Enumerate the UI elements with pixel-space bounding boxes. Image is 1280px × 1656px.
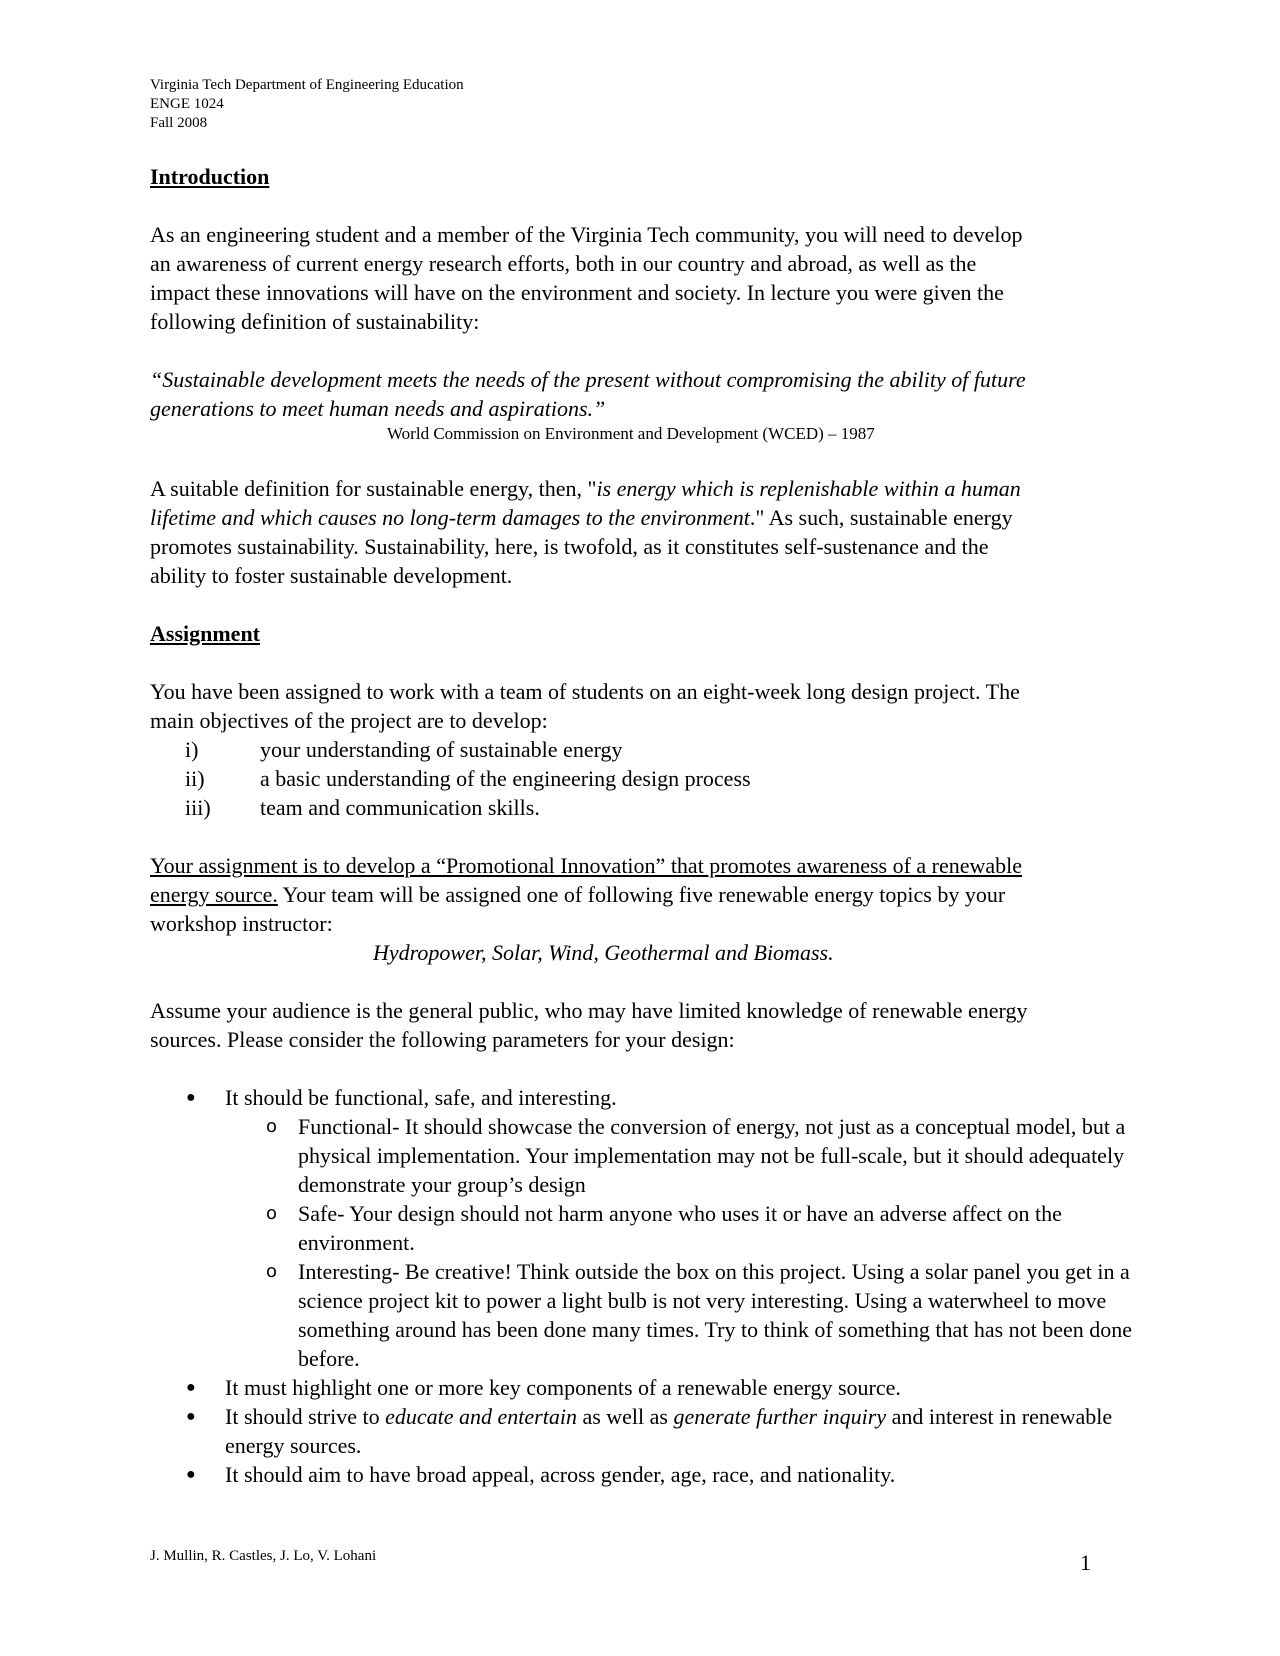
header-department: Virginia Tech Department of Engineering Education <box>150 77 464 93</box>
parameter-text-d: generate further inquiry <box>673 1404 887 1429</box>
parameter-text: It should aim to have broad appeal, across gender, age, race, and nationality. <box>225 1462 896 1487</box>
sub-parameter-item <box>150 1257 1140 1373</box>
document-header <box>150 76 464 133</box>
parameter-item <box>150 1402 1140 1460</box>
footer-authors: J. Mullin, R. Castles, J. Lo, V. Lohani <box>150 1548 377 1564</box>
sub-parameter-text: Functional- It should showcase the conversion of energy, not just as a conceptual model, but a physical implementation. Your implementation may not be full-scale, but it should adequately demonstrate your group’s design <box>298 1114 1126 1197</box>
sub-parameter-text: Safe- Your design should not harm anyone who uses it or have an adverse affect on the environment. <box>298 1201 1062 1255</box>
objective-text: your understanding of sustainable energy <box>260 737 623 762</box>
energy-topics-list: Hydropower, Solar, Wind, Geothermal and Biomass <box>373 940 829 965</box>
sustainable-energy-definition <box>150 474 1050 590</box>
sub-parameter-text: Interesting- Be creative! Think outside the box on this project. Using a solar panel you get in a science project kit to power a light bulb is not very interesting. Using a waterwheel to move something around has been done many times. Try to think of something that has not been done before. <box>298 1259 1133 1371</box>
sub-parameter-item <box>150 1199 1140 1257</box>
sub-bullet-icon: o <box>266 1116 278 1137</box>
quote-attribution: World Commission on Environment and Development (WCED) – 1987 <box>387 424 875 443</box>
objective-text: team and communication skills. <box>260 795 540 820</box>
introduction-paragraph: As an engineering student and a member of the Virginia Tech community, you will need to develop an awareness of current energy research efforts, both in our country and abroad, as well as the impact these innovations will have on the environment and society. In lecture you were given the following definition of sustainability: <box>150 222 1023 334</box>
objective-text: a basic understanding of the engineering design process <box>260 766 751 791</box>
bullet-icon: ● <box>186 1466 196 1483</box>
design-parameters-list <box>150 1083 1140 1489</box>
definition-suffix: ." As such, sustainable energy promotes sustainability. Sustainability, here, is twofold, as it constitutes self-sustenance and the ability to foster sustainable development. <box>150 505 1013 588</box>
page-number: 1 <box>1080 1550 1091 1575</box>
sub-bullet-icon: o <box>266 1203 278 1224</box>
header-term: Fall 2008 <box>150 115 208 131</box>
sub-parameter-item <box>150 1112 1140 1199</box>
assignment-task <box>150 851 1050 938</box>
assignment-task-rest: Your team will be assigned one of following five renewable energy topics by your workshop instructor: <box>150 882 1006 936</box>
parameter-text <box>225 1402 1140 1460</box>
parameter-text-b: educate and entertain <box>385 1404 577 1429</box>
parameter-text-c: as well as <box>576 1404 674 1429</box>
document-body <box>150 162 1140 1489</box>
bullet-icon: ● <box>186 1408 196 1425</box>
energy-topics <box>150 938 1140 967</box>
sustainability-quote: “Sustainable development meets the needs of the present without compromising the ability of future generations to meet human needs and aspirations.” <box>150 367 1026 421</box>
bullet-icon: ● <box>186 1089 196 1106</box>
objective-number: iii) <box>185 795 211 820</box>
parameter-item <box>150 1373 1140 1402</box>
assignment-task-underlined: Your assignment is to develop a “Promotional Innovation” that promotes awareness of a renewable energy source. <box>150 853 1023 907</box>
definition-italic: is energy which is replenishable within a human lifetime and which causes no long-term damages to the environment <box>150 476 1021 530</box>
bullet-icon: ● <box>186 1379 196 1396</box>
objective-item <box>185 735 1140 764</box>
parameter-item <box>150 1460 1140 1489</box>
parameter-text-a: It should strive to <box>225 1404 386 1429</box>
objective-number: ii) <box>185 766 205 791</box>
energy-topics-end: . <box>828 940 834 965</box>
header-course: ENGE 1024 <box>150 96 224 112</box>
audience-paragraph: Assume your audience is the general public, who may have limited knowledge of renewable energy sources. Please consider the following parameters for your design: <box>150 998 1028 1052</box>
definition-prefix: A suitable definition for sustainable energy, then, " <box>150 476 597 501</box>
assignment-intro: You have been assigned to work with a team of students on an eight-week long design project. The main objectives of the project are to develop: <box>150 679 1020 733</box>
parameter-text: It must highlight one or more key components of a renewable energy source. <box>225 1375 901 1400</box>
objective-number: i) <box>185 737 199 762</box>
introduction-heading: Introduction <box>150 164 270 189</box>
assignment-heading: Assignment <box>150 621 261 646</box>
parameter-item <box>150 1083 1140 1112</box>
parameter-text-e: and interest in renewable energy sources. <box>225 1404 1113 1458</box>
objective-item <box>185 764 1140 793</box>
parameter-text: It should be functional, safe, and interesting. <box>225 1085 617 1110</box>
objective-item <box>185 793 1140 822</box>
sub-bullet-icon: o <box>266 1261 278 1282</box>
objectives-list <box>150 735 1140 822</box>
